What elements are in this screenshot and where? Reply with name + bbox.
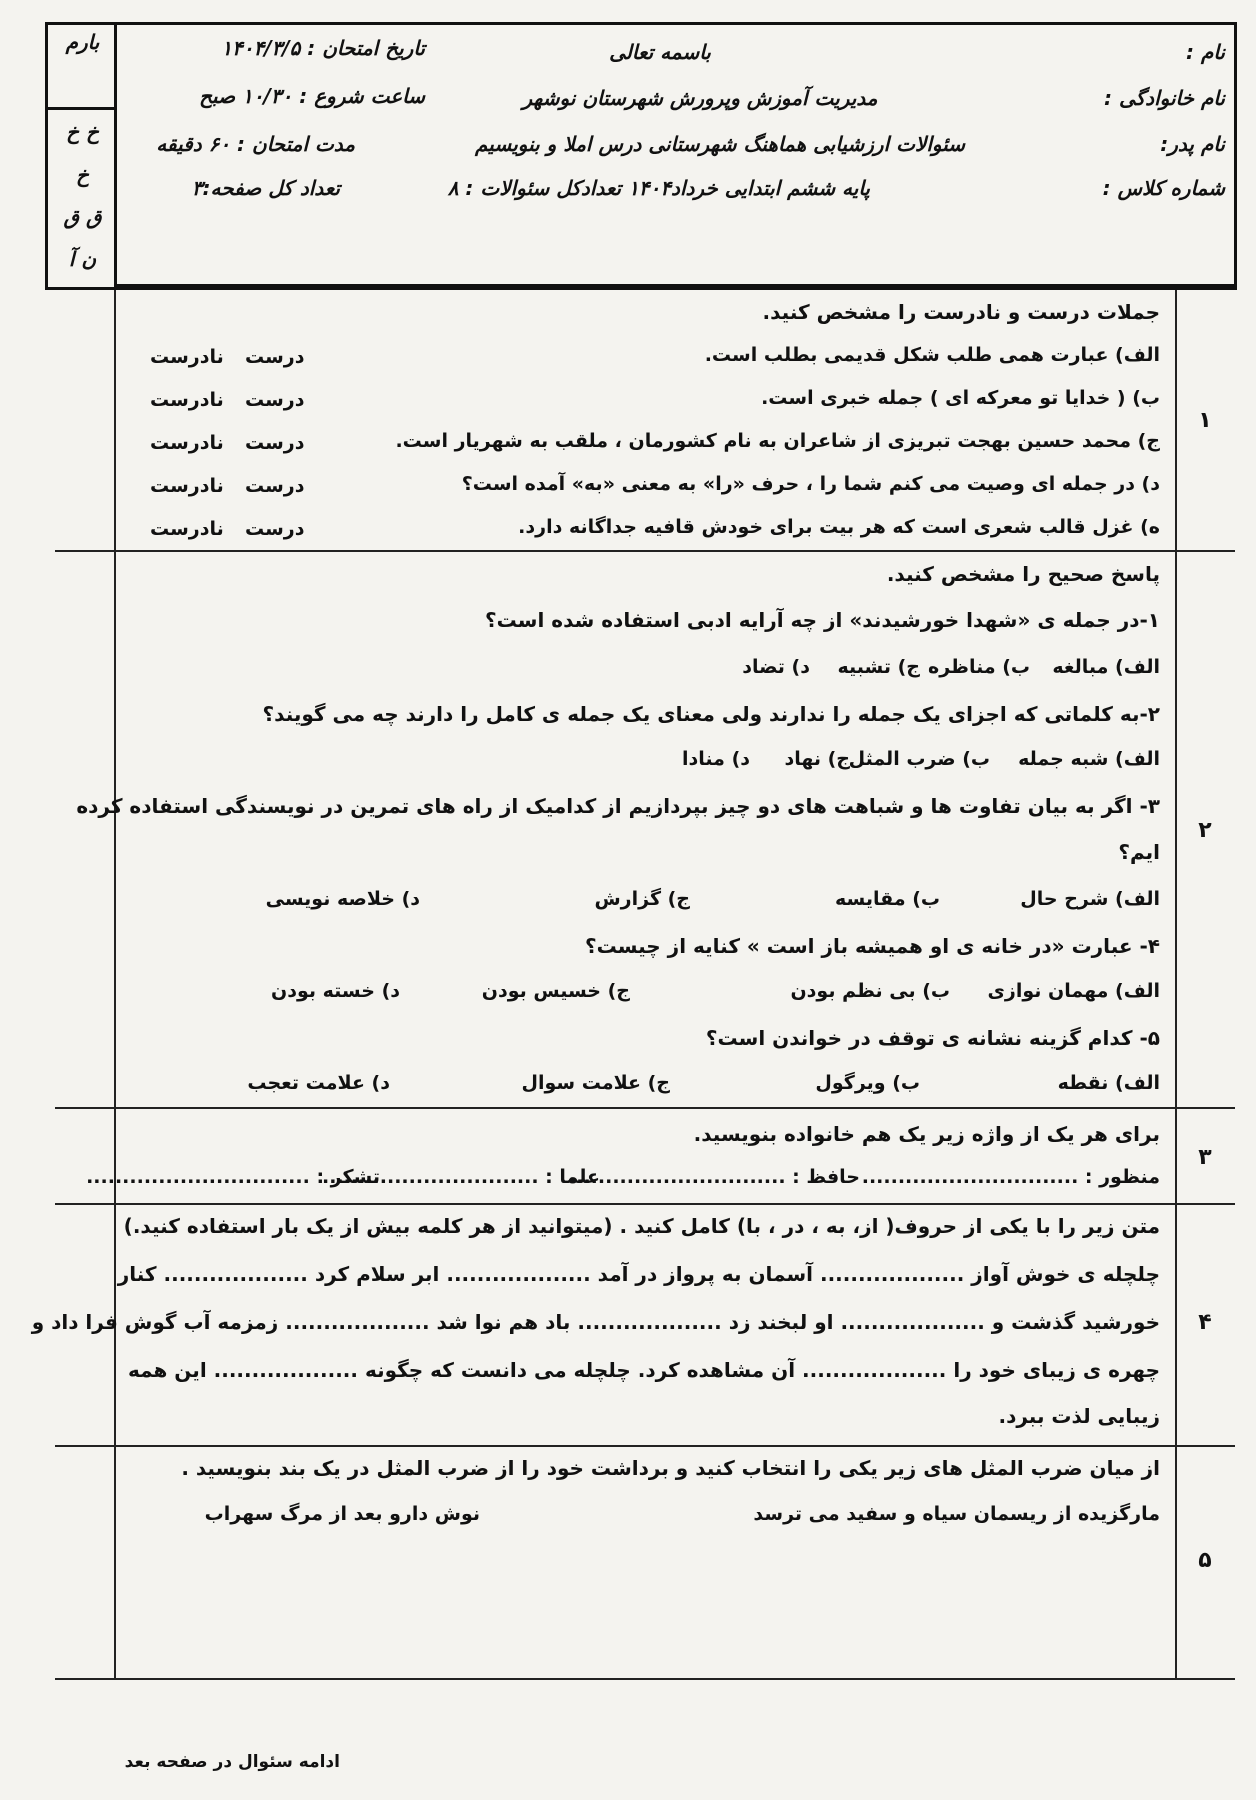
proverb: نوش دارو بعد از مرگ سهراب — [204, 1503, 480, 1525]
mcq-option[interactable]: ج) تشبیه — [837, 656, 920, 678]
grade-code: ق ق — [63, 205, 102, 229]
false-option[interactable]: نادرست — [150, 518, 224, 540]
header-bottom-rule — [114, 284, 1237, 288]
section-4-title: متن زیر را با یکی از حروف( از، به ، در ، با) کامل کنید . (میتوانید از هر کلمه بیش از یک بار استفاده کنید.) — [123, 1214, 1160, 1238]
true-false-statement: الف) عبارت همی طلب شکل قدیمی بطلب است. — [704, 344, 1160, 366]
header-divider — [114, 22, 117, 290]
mcq-option[interactable]: د) تضاد — [742, 656, 810, 678]
mcq-option[interactable]: الف) مهمان نوازی — [987, 980, 1160, 1002]
father-name-field-label: نام پدر: — [1160, 132, 1225, 156]
true-option[interactable]: درست — [245, 346, 305, 368]
mcq-option[interactable]: ب) ضرب المثل — [848, 748, 990, 770]
section-divider — [55, 1678, 1235, 1680]
false-option[interactable]: نادرست — [150, 389, 224, 411]
word-blank[interactable]: منظور : .............................. — [861, 1166, 1160, 1188]
mcq-option[interactable]: الف) مبالغه — [1052, 656, 1160, 678]
header-exam-title: سئوالات ارزشیابی هماهنگ شهرستانی درس املا و بنویسیم — [475, 132, 965, 156]
page-footer: ادامه سئوال در صفحه بعد — [124, 1752, 340, 1772]
mcq-question: ۱-در جمله ی «شهدا خورشیدند» از چه آرایه ادبی استفاده شده است؟ — [485, 608, 1160, 632]
question-number: ۳ — [1198, 1145, 1212, 1170]
section-divider — [55, 550, 1235, 552]
mcq-question: ۵- کدام گزینه نشانه ی توقف در خواندن است؟ — [705, 1026, 1160, 1050]
mcq-option[interactable]: ج) خسیس بودن — [481, 980, 630, 1002]
mcq-option[interactable]: الف) شبه جمله — [1018, 748, 1160, 770]
mcq-option[interactable]: الف) نقطه — [1057, 1072, 1160, 1094]
mcq-option[interactable]: ب) بی نظم بودن — [790, 980, 950, 1002]
fill-blank-line: زیبایی لذت ببرد. — [998, 1404, 1160, 1428]
header-grade-info: پایه ششم ابتدایی خرداد۱۴۰۴ تعدادکل سئوالات : ۸ — [447, 176, 870, 200]
mcq-option[interactable]: ب) مناظره — [928, 656, 1030, 678]
true-option[interactable]: درست — [245, 432, 305, 454]
grade-column-divider — [114, 290, 116, 1678]
true-false-statement: ج) محمد حسین بهجت تبریزی از شاعران به نام کشورمان ، ملقب به شهریار است. — [395, 430, 1160, 452]
header-divider — [45, 107, 115, 110]
fill-blank-line[interactable]: چلچله ی خوش آواز ................... آسمان به پرواز در آمد ................... ابر سلام کرد ................... کنار — [117, 1262, 1160, 1286]
question-number: ۱ — [1198, 408, 1212, 433]
false-option[interactable]: نادرست — [150, 475, 224, 497]
word-blank[interactable]: تشکر : ............................... — [86, 1166, 380, 1188]
section-1-title: جملات درست و نادرست را مشخص کنید. — [762, 300, 1160, 324]
proverb: مارگزیده از ریسمان سیاه و سفید می ترسد — [753, 1503, 1160, 1525]
header-office: مدیریت آموزش وپرورش شهرستان نوشهر — [522, 86, 878, 110]
mcq-option[interactable]: ج) گزارش — [594, 888, 690, 910]
page-count: تعداد کل صفحه:۳ — [191, 176, 340, 200]
mcq-option[interactable]: ب) مقایسه — [835, 888, 940, 910]
mcq-question: ۳- اگر به بیان تفاوت ها و شباهت های دو چیز بپردازیم از کدامیک از راه های تمرین در نویسندگی استفاده کرده — [76, 794, 1160, 818]
surname-field-label: نام خانوادگی : — [1104, 86, 1225, 110]
question-number: ۴ — [1198, 1310, 1212, 1335]
mcq-option[interactable]: ب) ویرگول — [815, 1072, 920, 1094]
section-5-title: از میان ضرب المثل های زیر یکی را انتخاب کنید و برداشت خود را از ضرب المثل در یک بند بنویسید . — [181, 1456, 1160, 1480]
mcq-question: ۴- عبارت «در خانه ی او همیشه باز است » کنایه از چیست؟ — [585, 934, 1160, 958]
mcq-option[interactable]: ج) علامت سوال — [521, 1072, 670, 1094]
exam-duration: مدت امتحان : ۶۰ دقیقه — [156, 132, 355, 156]
question-number: ۲ — [1198, 818, 1212, 843]
start-time: ساعت شروع : ۱۰/۳۰ صبح — [199, 84, 425, 108]
section-divider — [55, 1445, 1235, 1447]
section-3-title: برای هر یک از واژه زیر یک هم خانواده بنویسید. — [693, 1122, 1160, 1146]
grade-code: خ خ — [66, 120, 99, 144]
question-number: ۵ — [1198, 1548, 1212, 1573]
false-option[interactable]: نادرست — [150, 346, 224, 368]
mcq-option[interactable]: د) علامت تعجب — [247, 1072, 390, 1094]
section-divider — [55, 1203, 1235, 1205]
true-option[interactable]: درست — [245, 475, 305, 497]
word-blank[interactable]: علما : .............................. — [322, 1166, 600, 1188]
mcq-option[interactable]: الف) شرح حال — [1020, 888, 1160, 910]
class-number-field-label: شماره کلاس : — [1102, 176, 1225, 200]
grade-code: خ — [76, 163, 89, 187]
mcq-option[interactable]: د) خسته بودن — [271, 980, 400, 1002]
mcq-question: ۲-به کلماتی که اجزای یک جمله را ندارند ولی معنای یک جمله ی کامل را دارند چه می گویند؟ — [262, 702, 1160, 726]
true-false-statement: د) در جمله ای وصیت می کنم شما را ، حرف «را» به معنی «به» آمده است؟ — [461, 473, 1160, 495]
mcq-question-continuation: ایم؟ — [1118, 840, 1160, 864]
fill-blank-line[interactable]: خورشید گذشت و ................... او لبخند زد ................... باد هم نوا شد ................... زمزمه آب گوش فرا داد و — [31, 1310, 1160, 1334]
header-bismillah: باسمه تعالی — [609, 40, 711, 64]
true-option[interactable]: درست — [245, 518, 305, 540]
section-divider — [55, 1107, 1235, 1109]
section-2-title: پاسخ صحیح را مشخص کنید. — [886, 562, 1160, 586]
true-false-statement: ه) غزل قالب شعری است که هر بیت برای خودش قافیه جداگانه دارد. — [518, 516, 1160, 538]
grade-header: بارم — [65, 30, 100, 54]
fill-blank-line[interactable]: چهره ی زیبای خود را ................... آن مشاهده کرد. چلچله می دانست که چگونه ................... این همه — [127, 1358, 1160, 1382]
name-field-label: نام : — [1185, 40, 1225, 64]
number-column-divider — [1175, 290, 1177, 1678]
true-option[interactable]: درست — [245, 389, 305, 411]
mcq-option[interactable]: د) منادا — [682, 748, 750, 770]
mcq-option[interactable]: د) خلاصه نویسی — [265, 888, 420, 910]
false-option[interactable]: نادرست — [150, 432, 224, 454]
word-blank[interactable]: حافظ : .............................. — [569, 1166, 860, 1188]
true-false-statement: ب) ( خدایا تو معرکه ای ) جمله خبری است. — [761, 387, 1160, 409]
mcq-option[interactable]: ج) نهاد — [784, 748, 850, 770]
exam-date: تاریخ امتحان : ۱۴۰۴/۳/۵ — [221, 36, 425, 60]
grade-code: ن آ — [68, 247, 97, 271]
